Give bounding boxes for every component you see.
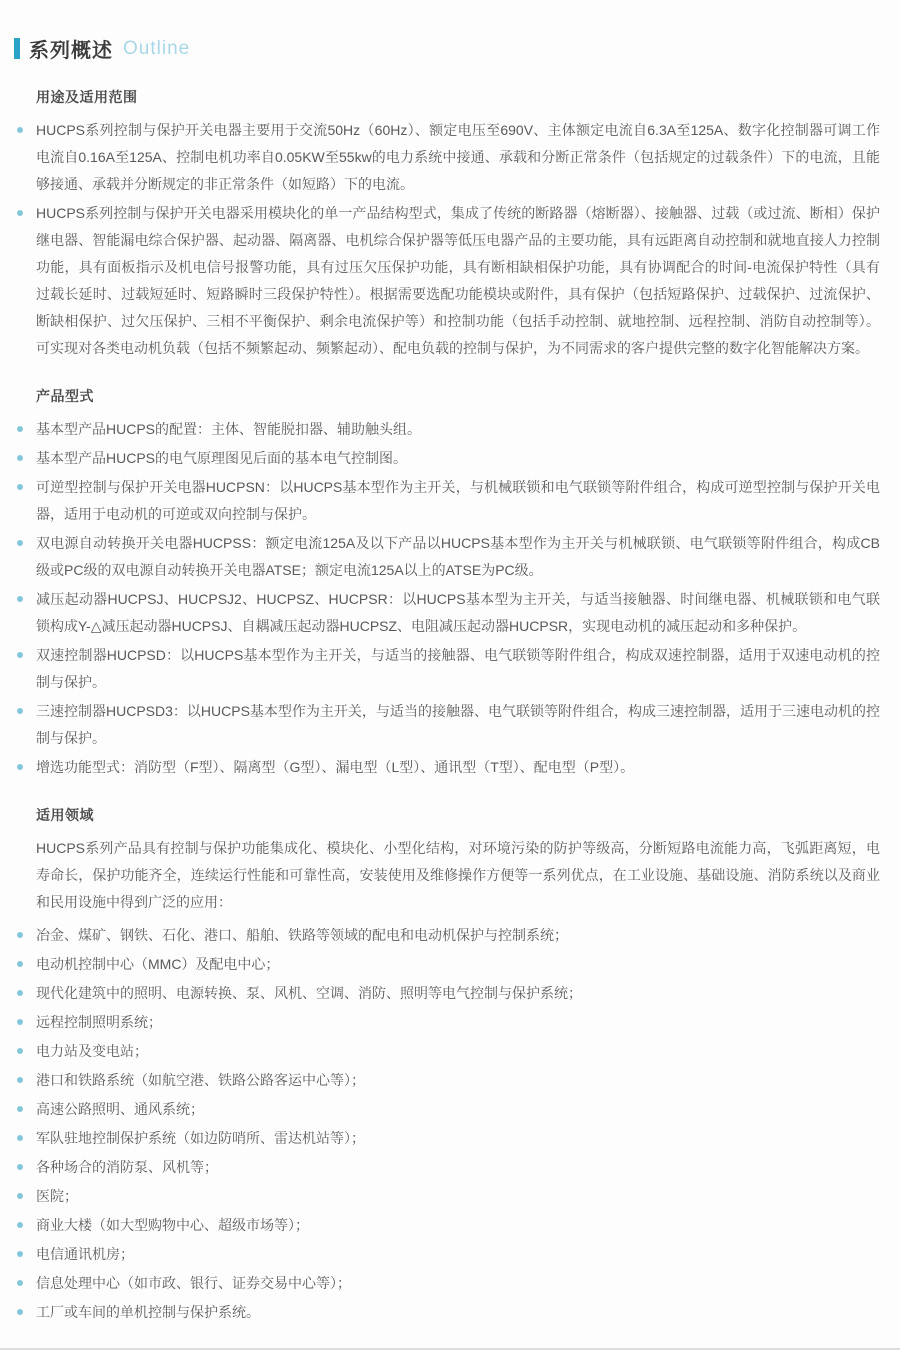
bullet-dot-icon (17, 764, 23, 770)
list-item-text: 基本型产品HUCPS的配置：主体、智能脱扣器、辅助触头组。 (36, 421, 422, 437)
section-heading-usage-scope: 用途及适用范围 (36, 89, 138, 105)
list-item (14, 530, 880, 584)
bullet-dot-icon (17, 990, 23, 996)
bullet-dot-icon (17, 652, 23, 658)
bullet-dot-icon (17, 1309, 23, 1315)
list-item (14, 1009, 880, 1036)
bullet-dot-icon (17, 127, 23, 133)
section-heading-application-fields: 适用领域 (36, 807, 94, 823)
page-title: 系列概述 (29, 40, 113, 62)
list-item-text: 电动机控制中心（MMC）及配电中心； (36, 956, 280, 972)
list-item (14, 1038, 880, 1065)
list-item (14, 1270, 880, 1297)
list-item-text: 军队驻地控制保护系统（如边防哨所、雷达机站等）； (36, 1130, 365, 1146)
page-subtitle-en: Outline (123, 37, 191, 59)
list-item-text: 增选功能型式：消防型（F型）、隔离型（G型）、漏电型（L型）、通讯型（T型）、配电型（P型）。 (36, 759, 635, 775)
bullet-dot-icon (17, 708, 23, 714)
list-item (14, 922, 880, 949)
list-item-text: 可逆型控制与保护开关电器HUCPSN：以HUCPS基本型作为主开关，与机械联锁和电气联锁等附件组合，构成可逆型控制与保护开关电器，适用于电动机的可逆或双向控制与保护。 (36, 479, 880, 522)
list-item (14, 1125, 880, 1152)
page-header (14, 34, 880, 63)
bullet-dot-icon (17, 1077, 23, 1083)
bullet-dot-icon (17, 1222, 23, 1228)
list-item-text: 基本型产品HUCPS的电气原理图见后面的基本电气控制图。 (36, 450, 408, 466)
list-item (14, 1299, 880, 1326)
list-item (14, 754, 880, 781)
bullet-dot-icon (17, 1048, 23, 1054)
list-item (14, 1212, 880, 1239)
list-item-text: 港口和铁路系统（如航空港、铁路公路客运中心等）； (36, 1072, 365, 1088)
bullet-list-product-types (14, 416, 880, 781)
list-item-text: 双速控制器HUCPSD：以HUCPS基本型作为主开关，与适当的接触器、电气联锁等附件组合，构成双速控制器，适用于双速电动机的控制与保护。 (36, 647, 880, 690)
list-item (14, 1241, 880, 1268)
list-item (14, 1096, 880, 1123)
list-item-text: 电力站及变电站； (36, 1043, 148, 1059)
section-heading-product-types: 产品型式 (36, 388, 94, 404)
list-item (14, 1183, 880, 1210)
bullet-dot-icon (17, 961, 23, 967)
bullet-dot-icon (17, 1164, 23, 1170)
list-item-text: 电信通讯机房； (36, 1246, 134, 1262)
list-item (14, 200, 880, 362)
list-item-text: 三速控制器HUCPSD3：以HUCPS基本型作为主开关，与适当的接触器、电气联锁等附件组合，构成三速控制器，适用于三速电动机的控制与保护。 (36, 703, 880, 746)
list-item-text: 信息处理中心（如市政、银行、证券交易中心等）； (36, 1275, 351, 1291)
list-item (14, 416, 880, 443)
list-item-text: 远程控制照明系统； (36, 1014, 162, 1030)
bullet-dot-icon (17, 484, 23, 490)
list-item-text: 现代化建筑中的照明、电源转换、泵、风机、空调、消防、照明等电气控制与保护系统； (36, 985, 582, 1001)
list-item (14, 117, 880, 198)
bullet-list-application-fields (14, 922, 880, 1326)
list-item-text: HUCPS系列控制与保护开关电器主要用于交流50Hz（60Hz）、额定电压至690V、主体额定电流自6.3A至125A、数字化控制器可调工作电流自0.16A至125A、控制电机功率自0.05KW至55kw的电力系统中接通、承载和分断正常条件（包括规定的过载条件）下的电流，且能够接通、承载并分断规定的非正常条件（如短路）下的电流。 (36, 122, 880, 192)
list-item (14, 1154, 880, 1181)
list-item-text: 高速公路照明、通风系统； (36, 1101, 204, 1117)
section-product-types (14, 386, 880, 781)
bullet-dot-icon (17, 455, 23, 461)
bullet-dot-icon (17, 1135, 23, 1141)
bullet-dot-icon (17, 540, 23, 546)
section-intro-paragraph: HUCPS系列产品具有控制与保护功能集成化、模块化、小型化结构，对环境污染的防护等级高，分断短路电流能力高，飞弧距离短，电寿命长，保护功能齐全，连续运行性能和可靠性高，安装使用及维修操作方便等一系列优点，在工业设施、基础设施、消防系统以及商业和民用设施中得到广泛的应用： (36, 840, 880, 910)
list-item (14, 1067, 880, 1094)
section-application-fields (14, 805, 880, 1326)
list-item-text: 医院； (36, 1188, 78, 1204)
list-item-text: 商业大楼（如大型购物中心、超级市场等）； (36, 1217, 309, 1233)
list-item-text: 减压起动器HUCPSJ、HUCPSJ2、HUCPSZ、HUCPSR：以HUCPS基本型为主开关，与适当接触器、时间继电器、机械联锁和电气联锁构成Y-△减压起动器HUCPSJ、自耦减压起动器HUCPSZ、电阻减压起动器HUCPSR，实现电动机的减压起动和多种保护。 (36, 591, 880, 634)
list-item (14, 474, 880, 528)
bullet-dot-icon (17, 596, 23, 602)
bullet-list-usage-scope (14, 117, 880, 362)
list-item (14, 951, 880, 978)
bullet-dot-icon (17, 932, 23, 938)
list-item-text: 双电源自动转换开关电器HUCPSS：额定电流125A及以下产品以HUCPS基本型作为主开关与机械联锁、电气联锁等附件组合，构成CB级或PC级的双电源自动转换开关电器ATSE；额定电流125A以上的ATSE为PC级。 (36, 535, 880, 578)
list-item (14, 698, 880, 752)
bullet-dot-icon (17, 210, 23, 216)
list-item-text: 各种场合的消防泵、风机等； (36, 1159, 218, 1175)
section-usage-scope (14, 87, 880, 362)
list-item-text: 工厂或车间的单机控制与保护系统。 (36, 1304, 260, 1320)
bullet-dot-icon (17, 1251, 23, 1257)
list-item-text: HUCPS系列控制与保护开关电器采用模块化的单一产品结构型式，集成了传统的断路器（熔断器）、接触器、过载（或过流、断相）保护继电器、智能漏电综合保护器、起动器、隔离器、电机综合保护器等低压电器产品的主要功能，具有远距离自动控制和就地直接人力控制功能，具有面板指示及机电信号报警功能，具有过压欠压保护功能，具有断相缺相保护功能，具有协调配合的时间-电流保护特性（具有过载长延时、过载短延时、短路瞬时三段保护特性）。根据需要选配功能模块或附件，具有保护（包括短路保护、过载保护、过流保护、断缺相保护、过欠压保护、三相不平衡保护、剩余电流保护等）和控制功能（包括手动控制、就地控制、远程控制、消防自动控制等）。可实现对各类电动机负载（包括不频繁起动、频繁起动）、配电负载的控制与保护，为不同需求的客户提供完整的数字化智能解决方案。 (36, 205, 880, 356)
list-item (14, 445, 880, 472)
list-item (14, 980, 880, 1007)
bullet-dot-icon (17, 1019, 23, 1025)
list-item-text: 冶金、煤矿、钢铁、石化、港口、船舶、铁路等领域的配电和电动机保护与控制系统； (36, 927, 568, 943)
bullet-dot-icon (17, 426, 23, 432)
bullet-dot-icon (17, 1193, 23, 1199)
bullet-dot-icon (17, 1106, 23, 1112)
bullet-dot-icon (17, 1280, 23, 1286)
list-item (14, 586, 880, 640)
accent-bar (14, 38, 20, 59)
list-item (14, 642, 880, 696)
